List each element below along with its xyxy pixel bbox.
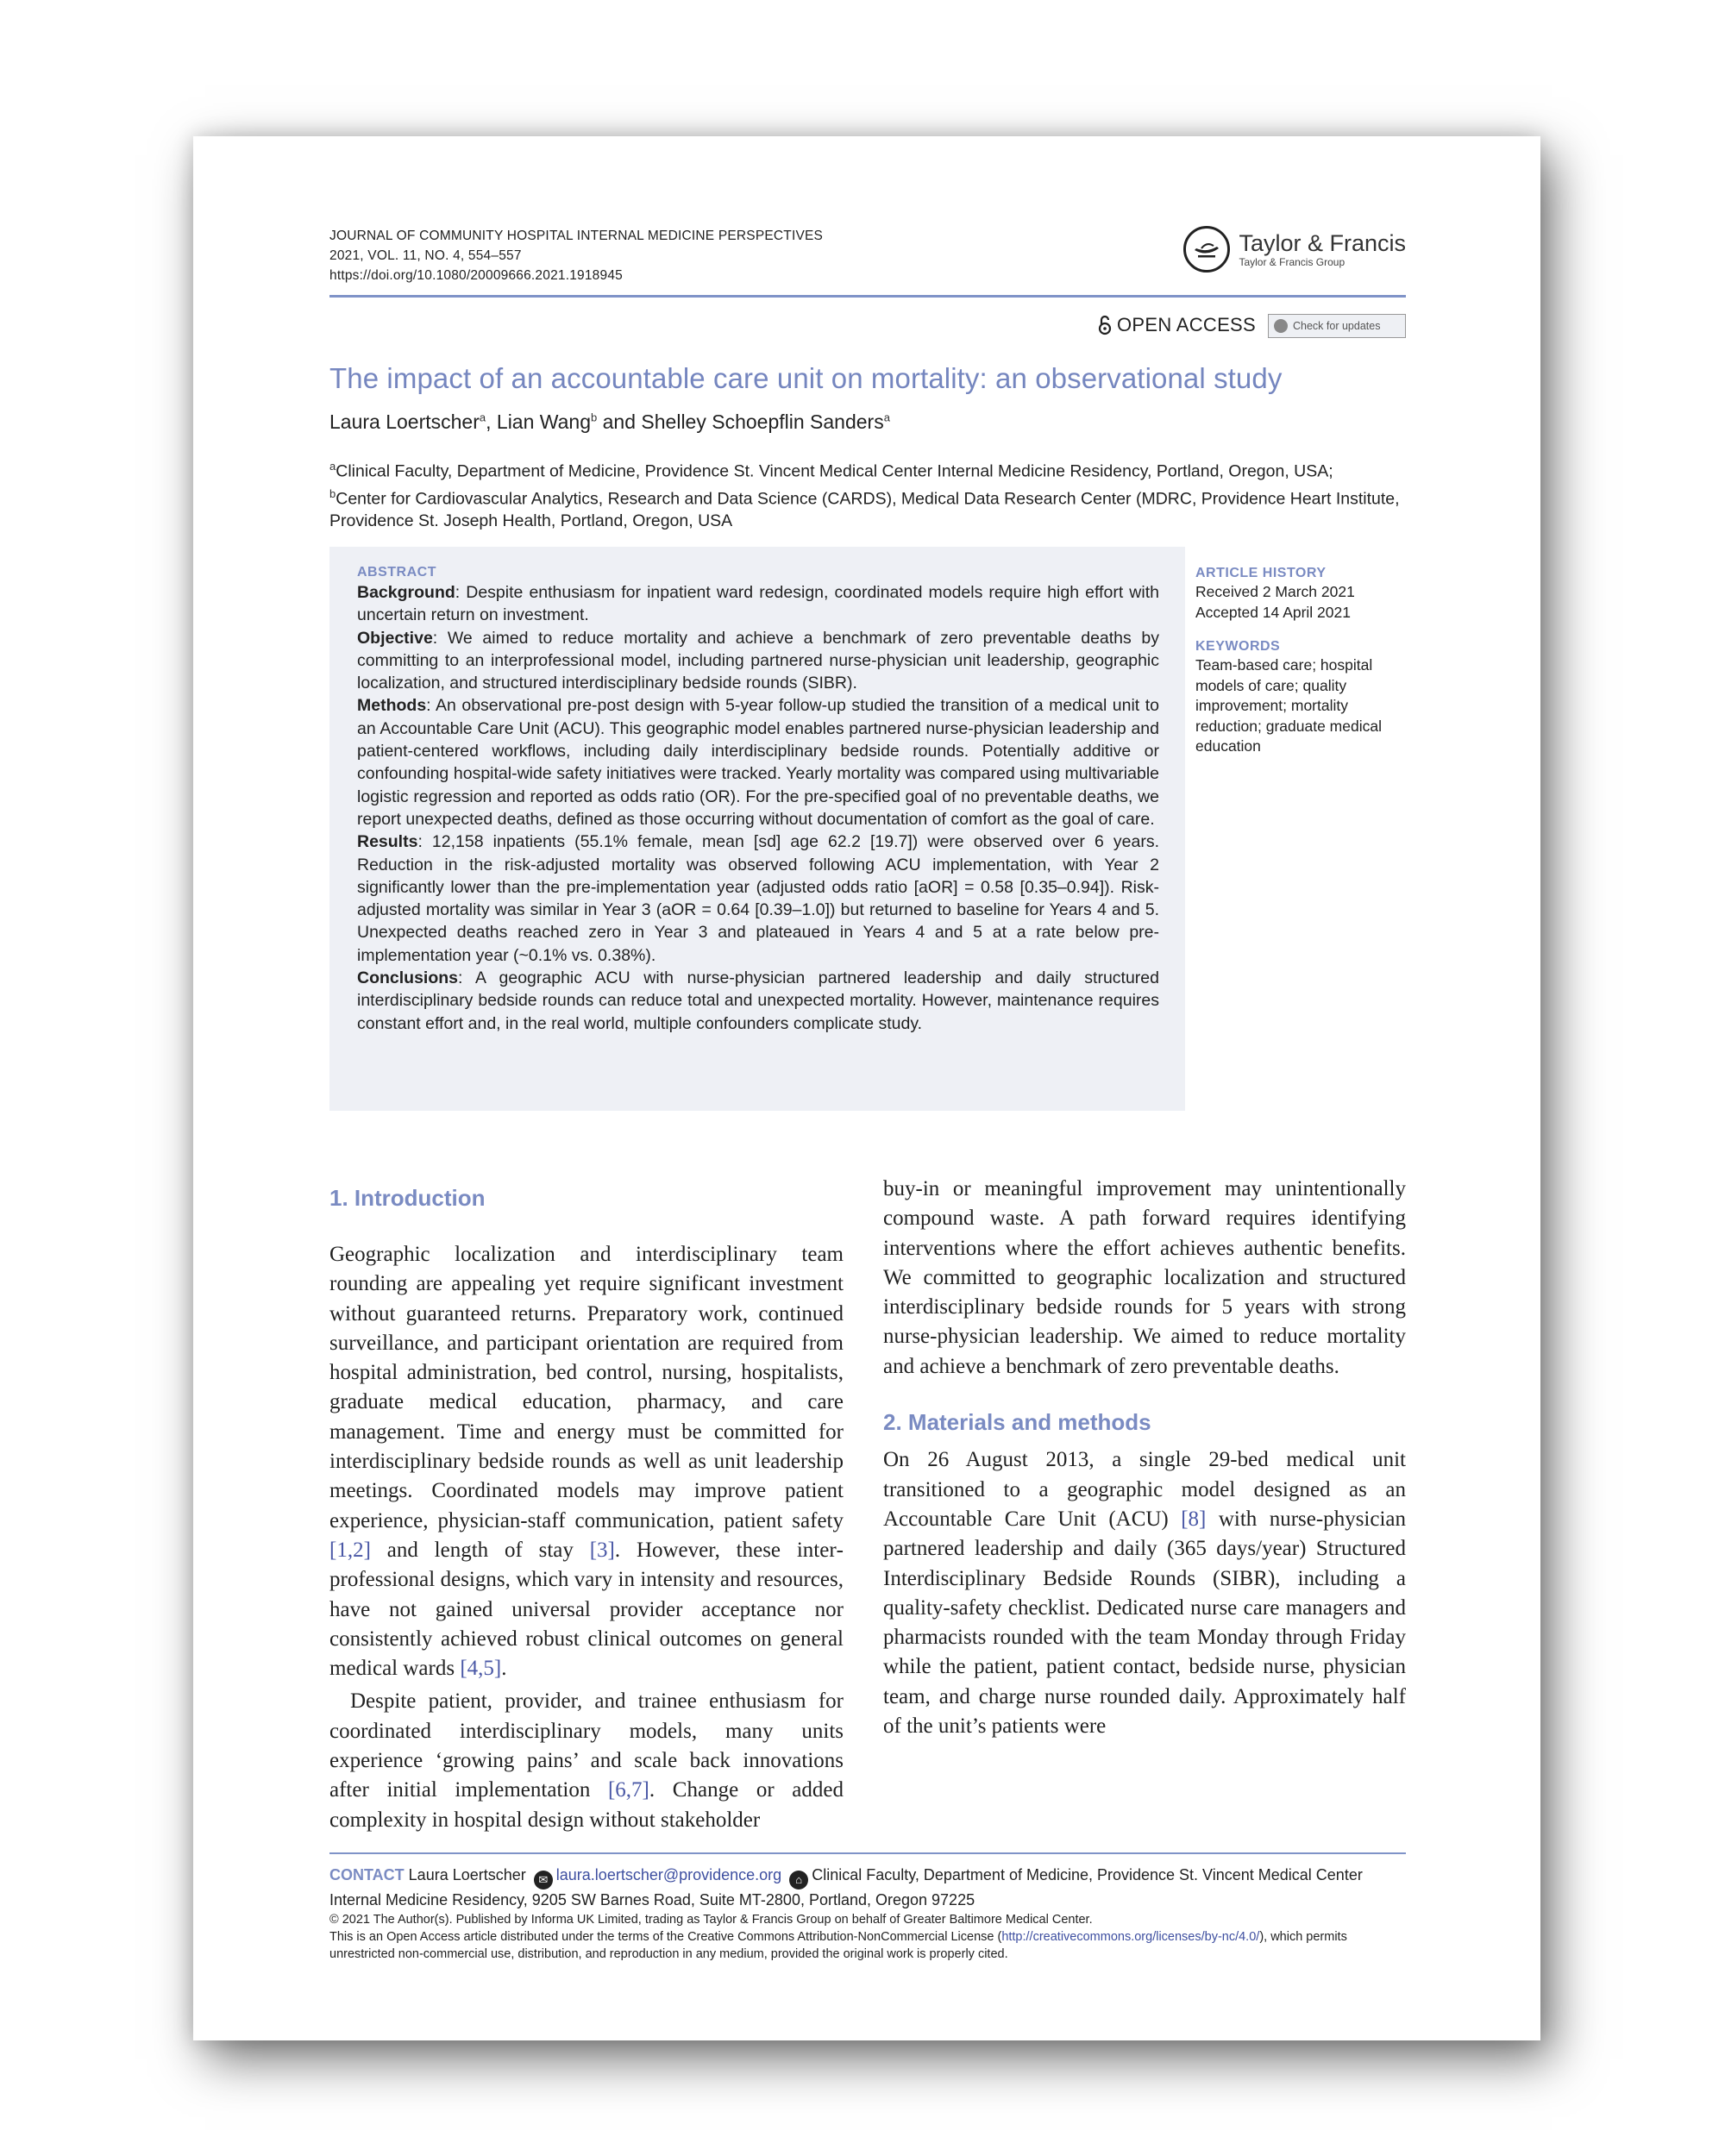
intro-paragraph-cont (883, 1175, 1406, 1382)
contact-label: CONTACT (329, 1866, 405, 1883)
open-lock-icon (1098, 315, 1112, 335)
author-name: Lian Wang (496, 411, 592, 433)
keywords-heading: KEYWORDS (1195, 639, 1281, 654)
paragraph-text: . However, these interprofessional designs, which vary in intensity and resources, have not gained universal provider acceptance nor consistently achieved robust clinical outcomes on general medical wards (329, 1538, 844, 1681)
abstract-section (357, 967, 1159, 1035)
abstract-section (357, 694, 1159, 830)
paragraph-text: Despite patient, provider, and trainee enthusiasm for coordinated interdisciplinary models, many units experience ‘growing pains’ and scale back innovations after initial implementation (329, 1689, 844, 1802)
citation-link[interactable]: [6,7] (607, 1778, 649, 1802)
history-heading: ARTICLE HISTORY (1195, 566, 1327, 580)
article-title: The impact of an accountable care unit on mortality: an observational study (329, 362, 1283, 394)
section-label: Background (357, 583, 455, 602)
paragraph-text: . Change or added complexity in hospital design without stakeholder (329, 1778, 844, 1832)
abstract-section (357, 627, 1159, 695)
paragraph-text: Geographic localization and interdisciplinary team rounding are appealing yet require significant investment without guaranteed returns. Preparatory work, continued surveillance, and participant orientation are required from hospital administration, bed control, nursing, hospitalists, graduate medical education, pharmacy, and care management. Time and energy must be committed for interdisciplinary bedside rounds as well as unit leadership meetings. Coordinated models may improve patient experience, physician-staff communication, patient safety (329, 1243, 844, 1532)
open-access-text: OPEN ACCESS (1116, 314, 1256, 335)
section-label: Objective (357, 628, 433, 648)
check-updates-label: Check for updates (1293, 320, 1381, 332)
keywords: Team-based care; hospital models of care; quality improvement; mortality reduction; graduate medical education (1195, 656, 1382, 755)
license-part: This is an Open Access article distributed under the terms of the Creative Commons Attribution-NonCommercial License ( (329, 1930, 1002, 1944)
contact-info (329, 1865, 1408, 1910)
left-column (329, 1185, 844, 1835)
footer-rule (329, 1852, 1406, 1854)
affil-sup: b (329, 486, 336, 500)
license-part: ), which permits unrestricted non-commercial use, distribution, and reproduction in any medium, provided the original work is properly cited. (329, 1930, 1347, 1961)
update-badge-icon (1274, 319, 1288, 333)
intro-heading: 1. Introduction (329, 1185, 486, 1211)
abstract (357, 564, 1159, 1035)
paragraph-text: and length of stay (370, 1538, 590, 1562)
journal-name: JOURNAL OF COMMUNITY HOSPITAL INTERNAL MEDICINE PERSPECTIVES (329, 229, 824, 243)
lamp-icon (1183, 226, 1230, 273)
paragraph-text: . (501, 1657, 507, 1681)
affiliations (329, 455, 1408, 532)
open-access-label (1098, 314, 1256, 336)
email-icon: ✉ (534, 1871, 553, 1890)
license-link[interactable]: http://creativecommons.org/licenses/by-nc/4.0/ (1001, 1930, 1260, 1944)
author-separator: , (486, 411, 497, 433)
doi-link[interactable]: https://doi.org/10.1080/20009666.2021.1918945 (329, 268, 623, 283)
author-name: Shelley Schoepflin Sanders (641, 411, 884, 433)
abstract-section (357, 581, 1159, 627)
header-rule (329, 295, 1406, 298)
section-label: Conclusions (357, 968, 459, 988)
affiliation: Clinical Faculty, Department of Medicine, Providence St. Vincent Medical Center Internal Medicine Residency, Portland, Oregon, USA; (336, 461, 1333, 481)
check-for-updates-button[interactable] (1268, 314, 1406, 338)
affil-sup: a (329, 460, 336, 473)
methods-heading: 2. Materials and methods (883, 1409, 1151, 1436)
author-name: Laura Loertscher (329, 411, 480, 433)
intro-paragraph (329, 1240, 844, 1683)
citation-link[interactable]: [8] (1181, 1507, 1207, 1531)
section-text: : Despite enthusiasm for inpatient ward redesign, coordinated models require high effort with uncertain return on investment. (357, 583, 1159, 625)
publisher-name: Taylor & Francis (1239, 230, 1406, 256)
copyright-block (329, 1911, 1408, 1963)
section-text: : We aimed to reduce mortality and achieve a benchmark of zero preventable deaths by committing to an interprofessional model, including partnered nurse-physician unit leadership, geographic localization, and structured interdisciplinary bedside rounds (SIBR). (357, 628, 1159, 693)
citation-link[interactable]: [3] (589, 1538, 615, 1562)
paragraph-text: buy-in or meaningful improvement may unintentionally compound waste. A path forward requires identifying interventions where the effort achieves authentic benefits. We committed to geographic localization and structured interdisciplinary bedside rounds for 5 years with strong nurse-physician leadership. We aimed to reduce mortality and achieve a benchmark of zero preventable deaths. (883, 1177, 1406, 1378)
author-separator: and (597, 411, 642, 433)
citation-link[interactable]: [4,5] (460, 1657, 502, 1681)
section-text: : An observational pre-post design with 5-year follow-up studied the transition of a medical unit to an Accountable Care Unit (ACU). This geographic model enables partnered nurse-physician leadership and patient-centered workflows, including daily interdisciplinary bedside rounds. Potentially additive or confounding hospital-wide safety initiatives were tracked. Yearly mortality was compared using multivariable logistic regression and reported as odds ratio (OR). For the pre-specified goal of no preventable deaths, we report unexpected deaths, defined as those occurring without documentation of comfort as the goal of care. (357, 696, 1159, 829)
affiliation: Center for Cardiovascular Analytics, Research and Data Science (CARDS), Medical Data Research Center (MDRC, Providence Heart Institute, Providence St. Joseph Health, Portland, Oregon, USA (329, 489, 1400, 530)
accepted-date: Accepted 14 April 2021 (1195, 603, 1351, 621)
methods-paragraph (883, 1445, 1406, 1741)
publisher-sub: Taylor & Francis Group (1239, 256, 1346, 268)
address-icon: ⌂ (789, 1871, 808, 1890)
author-sup: a (883, 411, 890, 424)
publisher-logo (1183, 226, 1406, 273)
contact-address: Clinical Faculty, Department of Medicine, Providence St. Vincent Medical Center Internal Medicine Residency, 9205 SW Barnes Road, Suite MT-2800, Portland, Oregon 97225 (329, 1866, 1363, 1908)
abstract-heading: ABSTRACT (357, 565, 436, 580)
citation-link[interactable]: [1,2] (329, 1538, 371, 1562)
received-date: Received 2 March 2021 (1195, 583, 1355, 600)
contact-name: Laura Loertscher (408, 1866, 526, 1883)
section-text: : 12,158 inpatients (55.1% female, mean [sd] age 62.2 [19.7]) were observed over 6 years. Reduction in the risk-adjusted mortality was observed following ACU implementation, with Year 2 significantly lower than the pre-implementation year (adjusted odds ratio [aOR] = 0.58 [0.35–0.94]). Risk-adjusted mortality was similar in Year 3 (aOR = 0.64 [0.39–1.0]) but returned to baseline for Years 4 and 5. Unexpected deaths reached zero in Year 3 and plateaued in Years 4 and 5 at a rate below pre-implementation year (~0.1% vs. 0.38%). (357, 832, 1159, 965)
license-text (329, 1928, 1408, 1963)
journal-info (329, 226, 823, 285)
volume-line: 2021, VOL. 11, NO. 4, 554–557 (329, 248, 522, 263)
section-label: Results (357, 832, 418, 852)
paper-page (193, 136, 1540, 2040)
author-sup: b (591, 411, 598, 424)
author-sup: a (479, 411, 486, 424)
abstract-section (357, 830, 1159, 967)
section-text: : A geographic ACU with nurse-physician partnered leadership and daily structured interdisciplinary bedside rounds can reduce total and unexpected mortality. However, maintenance requires constant effort and, in the real world, multiple confounders complicate study. (357, 968, 1159, 1033)
intro-paragraph (329, 1687, 844, 1834)
paragraph-text: On 26 August 2013, a single 29-bed medical unit transitioned to a geographic model designed as an Accountable Care Unit (ACU) (883, 1448, 1406, 1531)
copyright-text: © 2021 The Author(s). Published by Informa UK Limited, trading as Taylor & Francis Group on behalf of Greater Baltimore Medical Center. (329, 1913, 1093, 1927)
contact-email[interactable]: laura.loertscher@providence.org (555, 1866, 782, 1883)
section-label: Methods (357, 696, 427, 716)
paragraph-text: with nurse-physician partnered leadership and daily (365 days/year) Structured Interdisciplinary Bedside Rounds (SIBR), including a quality-safety checklist. Dedicated nurse care managers and pharmacists rounded with the team Monday through Friday while the patient, patient contact, bedside nurse, physician team, and charge nurse rounded daily. Approximately half of the unit’s patients were (883, 1507, 1407, 1739)
right-column (883, 1175, 1406, 1741)
author-list (329, 411, 890, 434)
article-sidebar (1195, 565, 1411, 757)
